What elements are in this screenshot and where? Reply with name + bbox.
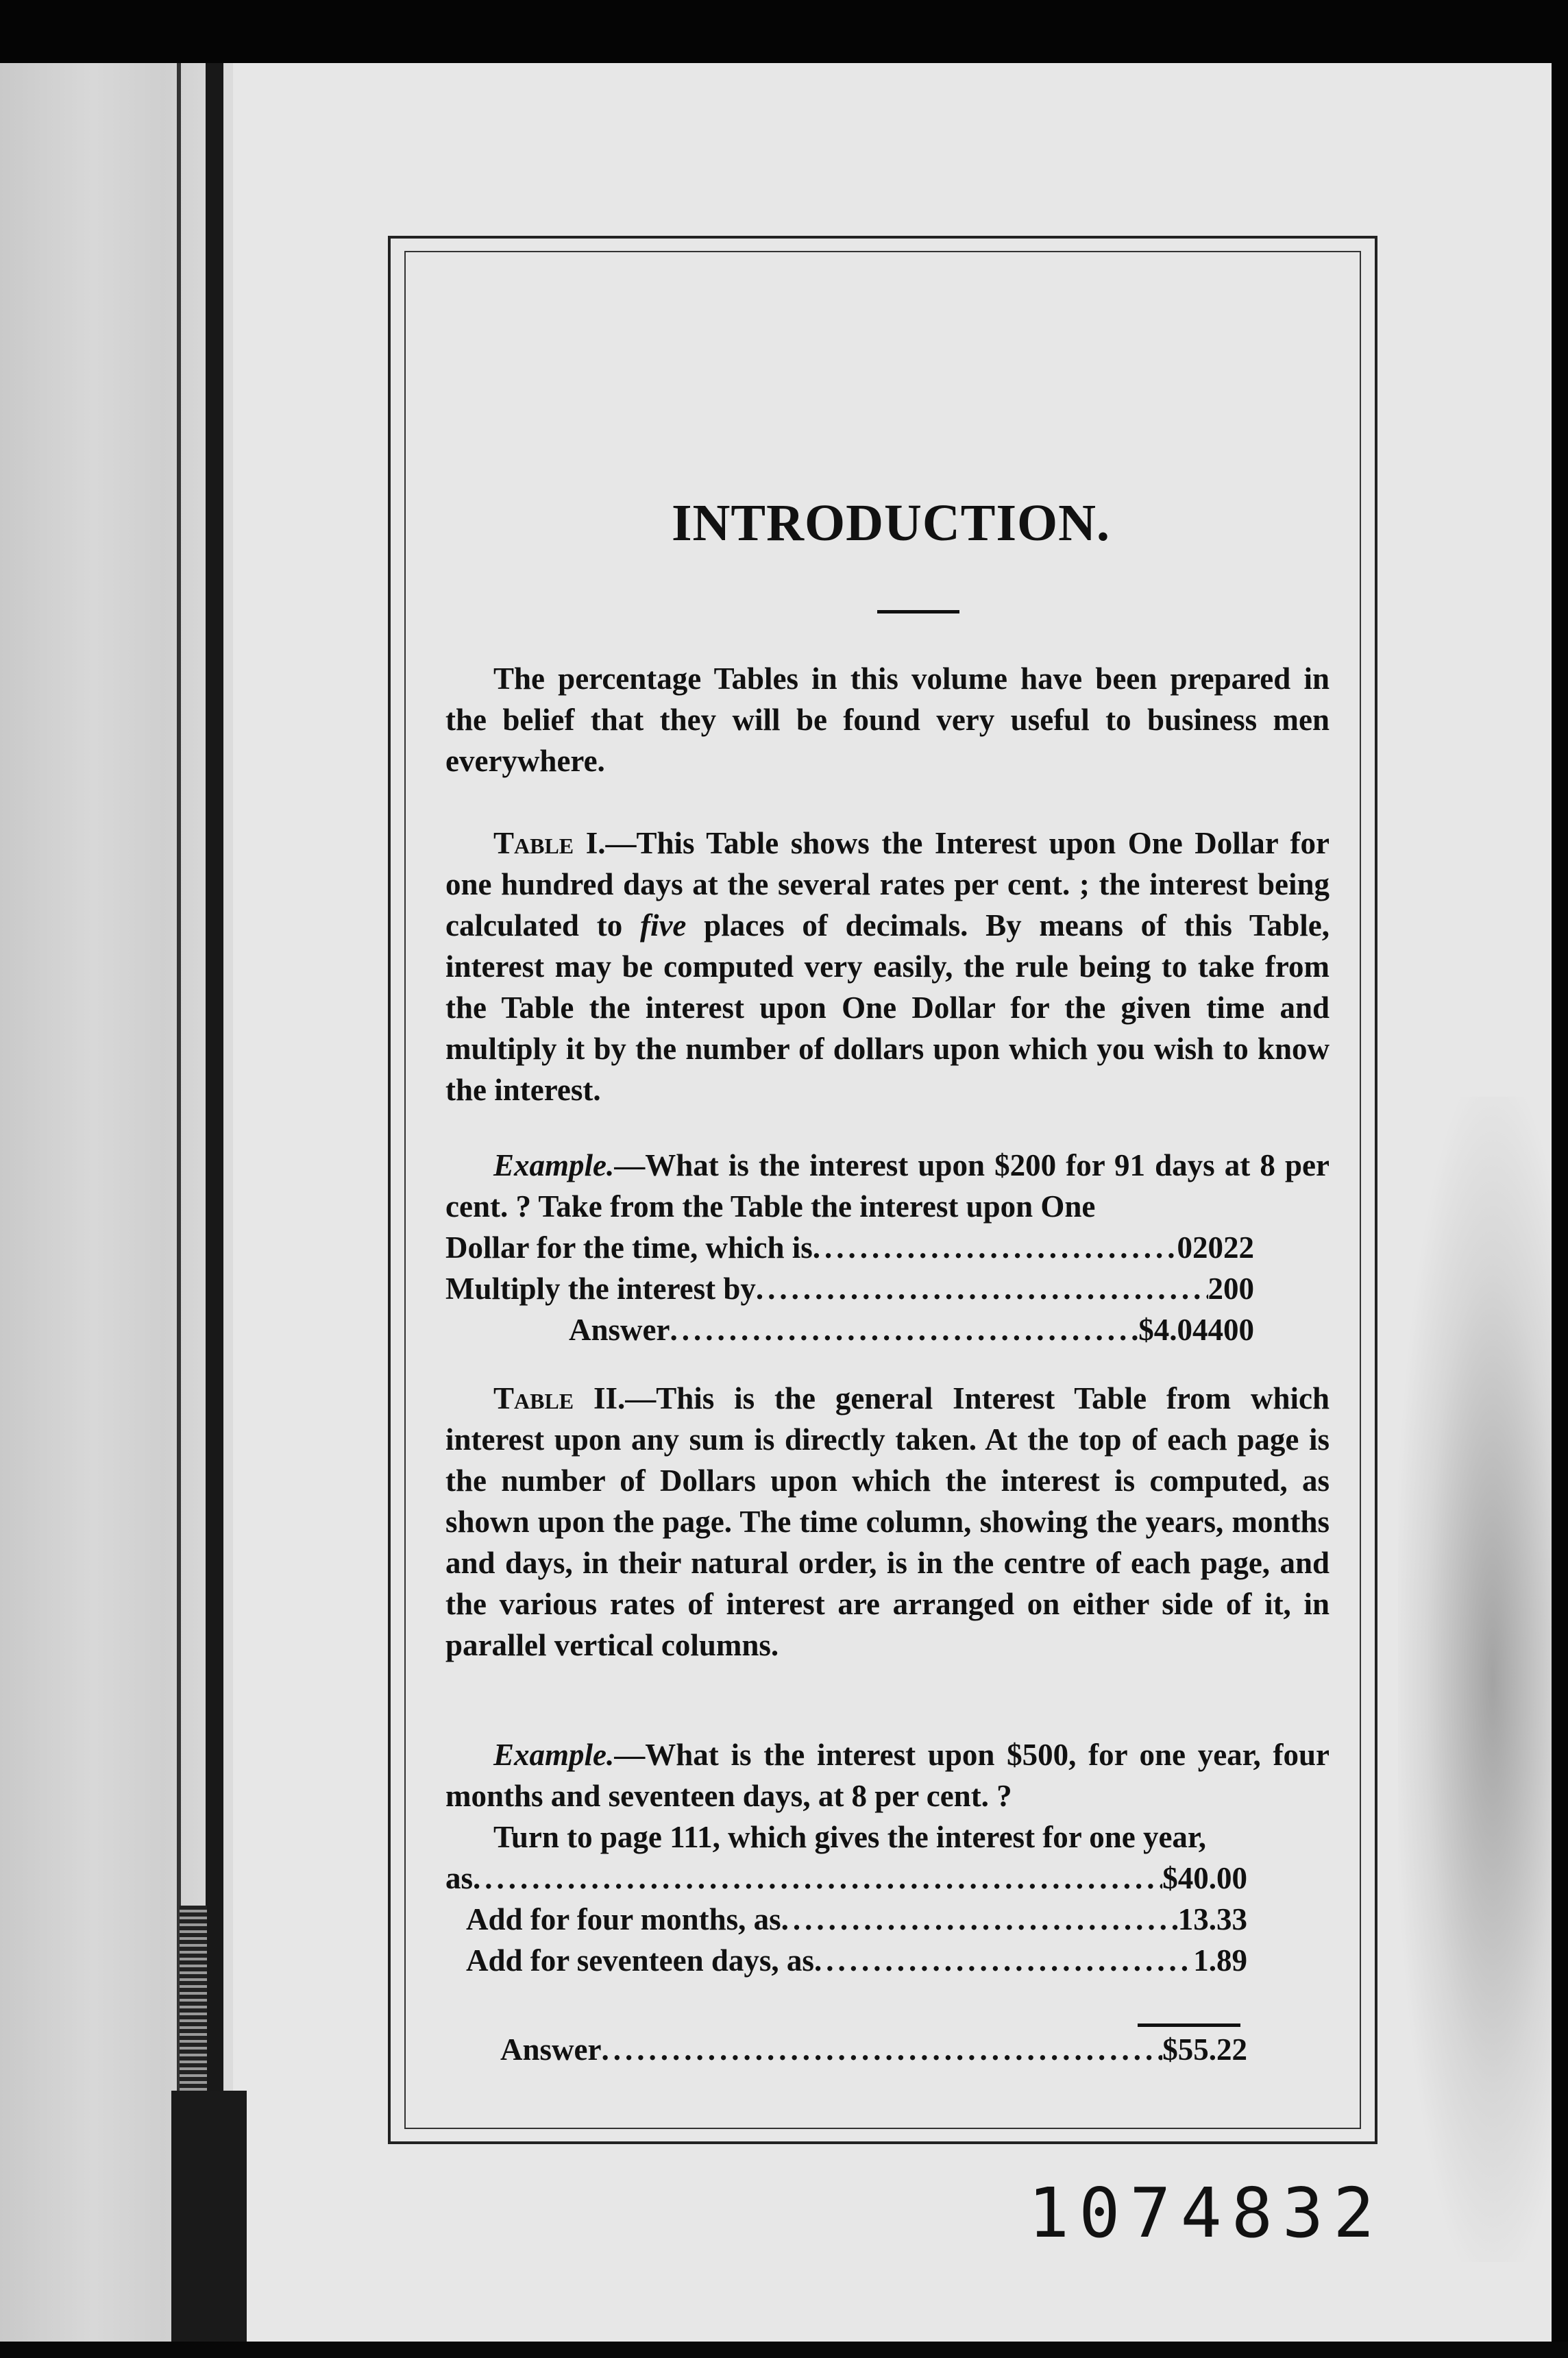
table1-paragraph	[445, 823, 1330, 1110]
leader-dots	[813, 1227, 1177, 1268]
catalog-number: 1074832	[1028, 2173, 1384, 2253]
example2-row-value: 13.33	[1177, 1902, 1247, 1936]
scan-top-edge	[0, 0, 1568, 63]
spine-base-shadow	[171, 2091, 247, 2358]
table1-label: Table I.	[493, 826, 606, 860]
scan-right-edge	[1552, 0, 1568, 2358]
example2-row-value: $55.22	[1162, 2032, 1247, 2067]
example2-label: Example.	[493, 1738, 615, 1772]
leader-dots	[781, 1899, 1178, 1940]
example2-paragraph	[445, 1734, 1330, 1816]
example1-row-value: $4.04400	[1138, 1313, 1254, 1347]
intro-paragraph: The percentage Tables in this volume have been prepared in the belief that they will be found very useful to business men everywhere.	[445, 661, 1330, 778]
example1-answer-row	[569, 1309, 1254, 1350]
example2-line2: Turn to page 111, which gives the interest for one year,	[493, 1820, 1207, 1854]
example2-row	[466, 1899, 1247, 1940]
example2-row-label: Add for four months, as	[466, 1902, 781, 1936]
example2-row-label: as	[445, 1861, 474, 1895]
leader-dots	[601, 2029, 1162, 2070]
scan-bottom-edge	[0, 2342, 1568, 2358]
example1-label: Example.	[493, 1148, 615, 1182]
page-title: INTRODUCTION.	[671, 494, 1111, 552]
example2-answer-row	[500, 2029, 1247, 2070]
title-rule	[877, 610, 959, 613]
example2-row	[466, 1940, 1247, 1981]
example1-row-label: Dollar for the time, which is	[445, 1230, 813, 1265]
sum-rule	[1138, 2023, 1240, 2027]
binding-strip	[180, 1906, 207, 2091]
example2-row	[445, 1858, 1247, 1899]
example1-text: —What is the interest upon $200 for 91 days at 8 per cent. ? Take from the Table the interest upon One	[445, 1148, 1330, 1224]
example2-row-label: Add for seventeen days, as	[466, 1943, 814, 1978]
table1-text-b: places of decimals. By means of this Table, interest may be computed very easily, the rule being to take from the Table the interest upon One Dollar for the given time and multiply it by the number of dollars upon which you wish to know the interest.	[445, 908, 1330, 1107]
table2-paragraph	[445, 1378, 1330, 1666]
leader-dots	[814, 1940, 1193, 1981]
table2-label: Table II.	[493, 1381, 626, 1415]
leader-dots	[473, 1858, 1162, 1899]
example2-text: —What is the interest upon $500, for one year, four months and seventeen days, at 8 per cent. ?	[445, 1738, 1330, 1813]
table1-text-a: —This Table shows the Interest upon One Dollar for one hundred days at the several rates per cent. ; the interest being calculated to	[445, 826, 1330, 943]
leader-dots	[670, 1309, 1138, 1350]
example2-row-label: Answer	[500, 2032, 602, 2067]
example1-row-label: Multiply the interest by	[445, 1272, 756, 1306]
example1-row-label: Answer	[569, 1313, 670, 1347]
example1-paragraph	[445, 1145, 1330, 1227]
book-spine	[206, 41, 223, 2358]
example1-row	[445, 1268, 1254, 1309]
example1-row-value: 02022	[1177, 1230, 1254, 1265]
example1-row-value: 200	[1208, 1272, 1254, 1306]
leader-dots	[756, 1268, 1208, 1309]
example1-row	[445, 1227, 1254, 1268]
example2-row-value: $40.00	[1162, 1861, 1247, 1895]
table1-emphasis: five	[639, 908, 687, 943]
table2-text: —This is the general Interest Table from which interest upon any sum is directly taken. At the top of each page is the number of Dollars upon which the interest is computed, as shown upon the page. The time column, showing the years, months and days, in their natural order, is in the centre of each page, and the various rates of interest are arranged on either side of it, in parallel vertical columns.	[445, 1381, 1330, 1662]
example2-row-value: 1.89	[1193, 1943, 1247, 1978]
page-stain	[1398, 1097, 1556, 2262]
